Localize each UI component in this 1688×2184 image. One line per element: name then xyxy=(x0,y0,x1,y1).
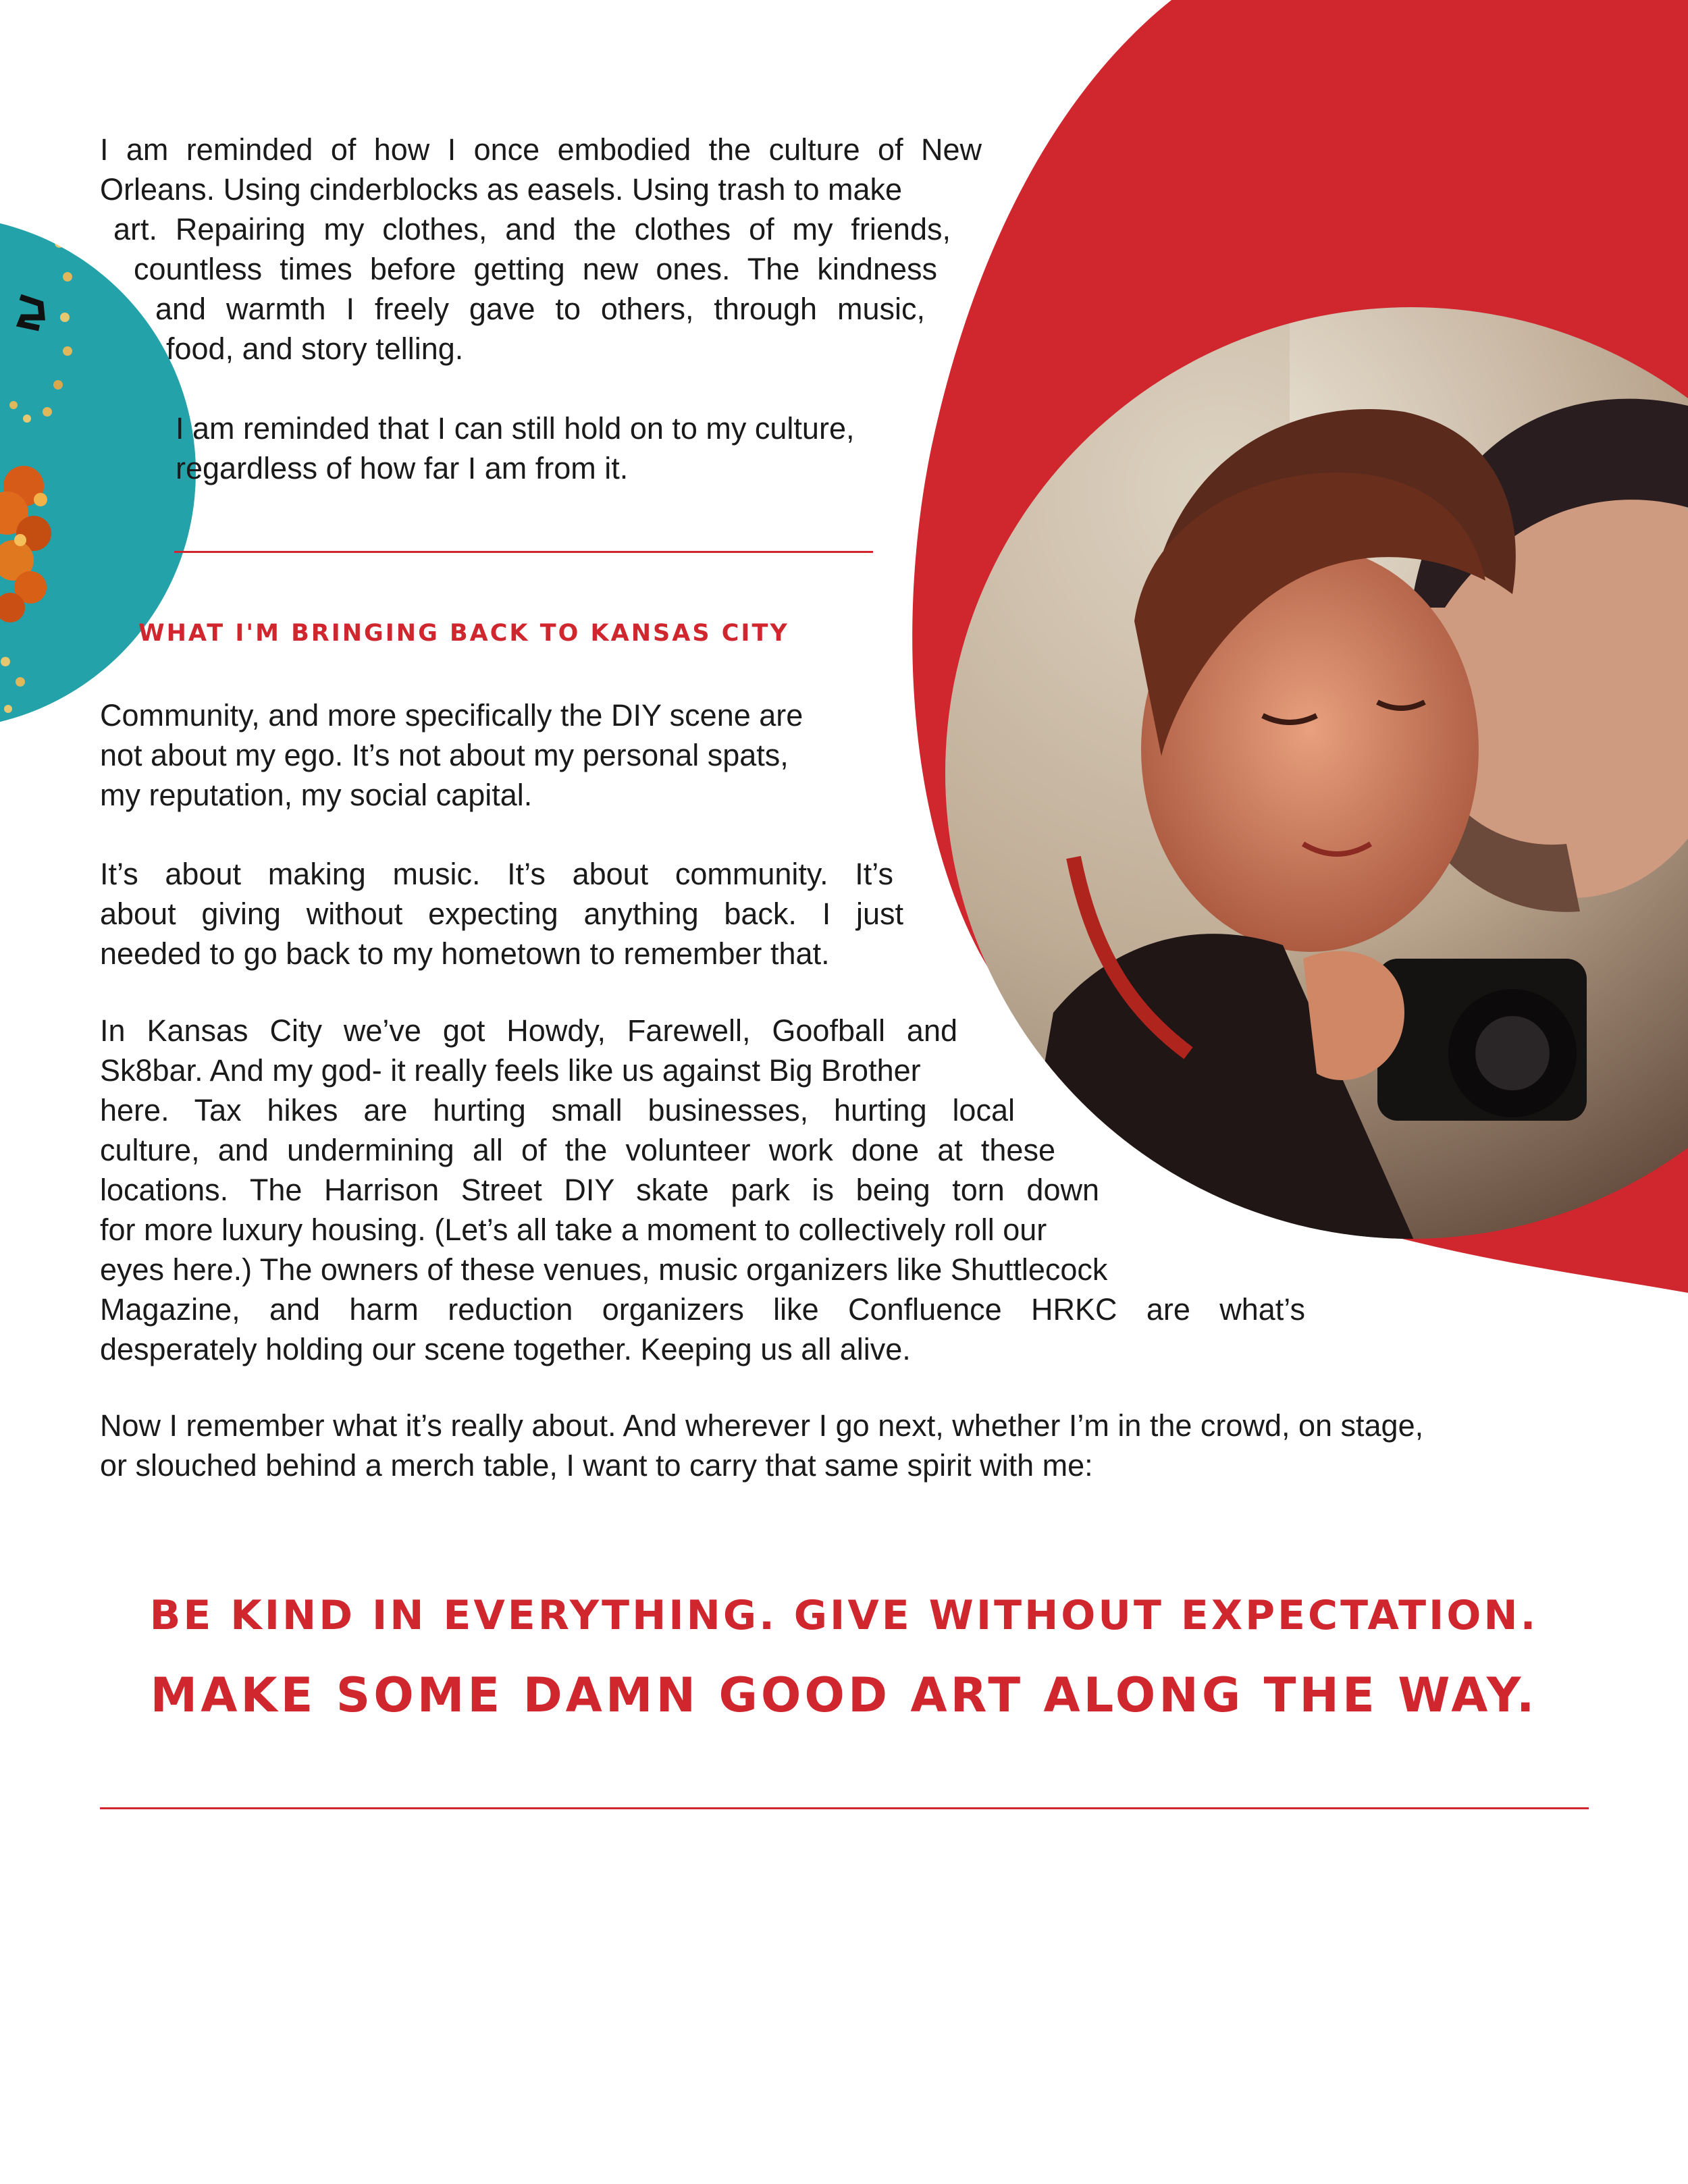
closing-quote-line-2: MAKE SOME DAMN GOOD ART ALONG THE WAY. xyxy=(150,1668,1538,1723)
text-line: culture, and undermining all of the volunteer work done at these xyxy=(100,1133,1055,1167)
divider-top xyxy=(174,551,873,553)
text-line: or slouched behind a merch table, I want to carry that same spirit with me: xyxy=(100,1448,1093,1483)
text-line: here. Tax hikes are hurting small businesses, hurting local xyxy=(100,1093,1015,1127)
text-line: regardless of how far I am from it. xyxy=(176,451,629,485)
text-line: countless times before getting new ones. The kindness xyxy=(134,252,937,286)
text-line: I am reminded of how I once embodied the culture of New xyxy=(100,132,982,167)
text-line: Community, and more specifically the DIY scene are xyxy=(100,698,803,733)
text-line: about giving without expecting anything back. I just xyxy=(100,897,903,931)
section-paragraph-4 xyxy=(100,1406,1552,1485)
text-line: I am reminded that I can still hold on to my culture, xyxy=(176,411,855,446)
section-paragraph-1 xyxy=(100,695,870,815)
text-line: not about my ego. It’s not about my personal spats, xyxy=(100,738,789,772)
intro-paragraph-1 xyxy=(0,130,1013,369)
section-paragraph-2 xyxy=(100,854,903,974)
text-line: It’s about making music. It’s about community. It’s xyxy=(100,857,893,891)
text-line: art. Repairing my clothes, and the clothes of my friends, xyxy=(113,212,951,246)
text-line: In Kansas City we’ve got Howdy, Farewell, Goofball and xyxy=(100,1013,957,1048)
text-line: locations. The Harrison Street DIY skate park is being torn down xyxy=(100,1173,1099,1207)
closing-quote-line-1: BE KIND IN EVERYTHING. GIVE WITHOUT EXPECTATION. xyxy=(149,1592,1539,1639)
section-heading: WHAT I'M BRINGING BACK TO KANSAS CITY xyxy=(138,620,789,647)
text-line: and warmth I freely gave to others, through music, xyxy=(155,292,925,326)
text-line: food, and story telling. xyxy=(166,331,464,366)
text-line: Sk8bar. And my god- it really feels like us against Big Brother xyxy=(100,1053,921,1088)
intro-paragraph-2 xyxy=(176,408,918,488)
text-line: Now I remember what it’s really about. And wherever I go next, whether I’m in the crowd, on stage, xyxy=(100,1408,1424,1443)
section-paragraph-3 xyxy=(100,1011,1315,1369)
text-line: Orleans. Using cinderblocks as easels. Using trash to make xyxy=(100,172,903,207)
text-line: needed to go back to my hometown to remember that. xyxy=(100,936,830,971)
text-line: Magazine, and harm reduction organizers like Confluence HRKC are what’s xyxy=(100,1292,1305,1327)
text-line: desperately holding our scene together. Keeping us all alive. xyxy=(100,1332,911,1366)
text-line: my reputation, my social capital. xyxy=(100,778,533,812)
text-line: eyes here.) The owners of these venues, music organizers like Shuttlecock xyxy=(100,1252,1108,1287)
text-line: for more luxury housing. (Let’s all take a moment to collectively roll our xyxy=(100,1213,1047,1247)
divider-bottom xyxy=(100,1807,1589,1809)
